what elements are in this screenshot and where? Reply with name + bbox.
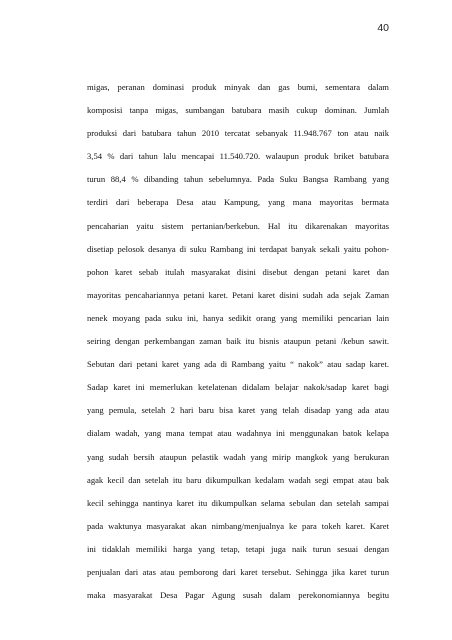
text-line: maka masyarakat Desa Pagar Agung susah dalam perekonomiannya begitu [87, 590, 389, 601]
text-line: turun 88,4 % dibanding tahun sebelumnya. Pada Suku Bangsa Rambang yang [87, 174, 389, 185]
text-line: yang pemula, setelah 2 hari baru bisa karet yang telah disadap yang ada atau [87, 405, 389, 416]
text-line: seiring dengan perkembangan zaman baik itu bisnis ataupun petani /kebun sawit. [87, 336, 389, 347]
text-line: pencaharian yaitu sistem pertanian/berkebun. Hal itu dikarenakan mayoritas [87, 220, 389, 231]
text-line: disetiap pelosok desanya di suku Rambang ini terdapat banyak sekali yaitu pohon- [87, 243, 389, 254]
text-line: migas, peranan dominasi produk minyak dan gas bumi, sementara dalam [87, 82, 389, 92]
text-line: mayoritas pencahariannya petani karet. Petani karet disini sudah ada sejak Zaman [87, 289, 389, 300]
text-line: komposisi tanpa migas, sumbangan batubara masih cukup dominan. Jumlah [87, 105, 389, 116]
page-number: 40 [377, 22, 389, 34]
text-line: yang sudah bersih ataupun pelastik wadah yang mirip mangkok yang berukuran [87, 451, 389, 462]
text-line: produksi dari batubara tahun 2010 tercatat sebanyak 11.948.767 ton atau naik [87, 128, 389, 139]
text-line: kecil sehingga nantinya karet itu dikumpulkan selama sebulan dan setelah sampai [87, 497, 389, 508]
text-line: dialam wadah, yang mana tempat atau wadahnya ini menggunakan batok kelapa [87, 428, 389, 439]
body-paragraph [87, 80, 389, 611]
text-line: agak kecil dan setelah itu baru dikumpulkan kedalam wadah segi empat atau bak [87, 474, 389, 485]
text-line: pada waktunya masyarakat akan nimbang/menjualnya ke para tokeh karet. Karet [87, 520, 389, 531]
text-line: ini tidaklah memiliki harga yang tetap, tetapi juga naik turun sesuai dengan [87, 543, 389, 554]
text-line: Sebutan dari petani karet yang ada di Rambang yaitu “ nakok” atau sadap karet. [87, 359, 389, 370]
text-line: terdiri dari beberapa Desa atau Kampung, yang mana mayoritas bermata [87, 197, 389, 208]
text-line: penjualan dari atas atau pemborong dari karet tersebut. Sehingga jika karet turun [87, 566, 389, 577]
text-line: 3,54 % dari tahun lalu mencapai 11.540.720. walaupun produk briket batubara [87, 151, 389, 162]
text-line: Sadap karet ini memerlukan ketelatenan didalam belajar nakok/sadap karet bagi [87, 382, 389, 393]
text-line: pohon karet sebab itulah masyarakat disini disebut dengan petani karet dan [87, 266, 389, 277]
text-line: nenek moyang pada suku ini, hanya sedikit orang yang memiliki pencarian lain [87, 312, 389, 323]
